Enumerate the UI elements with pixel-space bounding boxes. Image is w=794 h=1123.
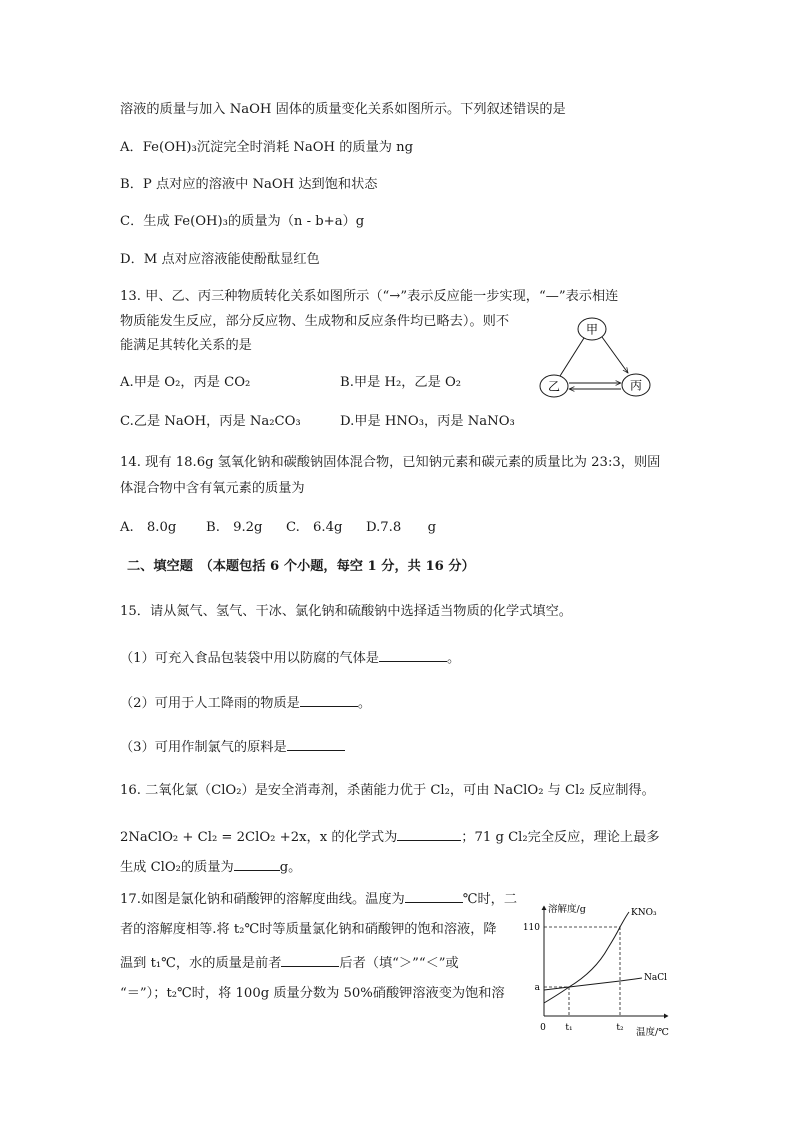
q15-part1-text: （1）可充入食品包装袋中用以防腐的气体是 (120, 651, 379, 666)
node-bing: 丙 (629, 378, 643, 393)
q17-line2: 者的溶解度相等.将 t₂℃时等质量氯化钠和硝酸钾的饱和溶液，降 (120, 922, 497, 937)
q17-line3 (120, 953, 459, 973)
y-tick-110: 110 (522, 923, 540, 933)
q15-blank-3[interactable] (287, 737, 345, 751)
q15-blank-2[interactable] (300, 693, 358, 707)
q14-option-d: D.7.8 g (366, 520, 437, 535)
q13-option-c: C.乙是 NaOH，丙是 Na₂CO₃ (120, 414, 301, 429)
q13-line2: 物质能发生反应，部分反应物、生成物和反应条件均已略去）。则不 (120, 314, 510, 329)
q14-option-c: C. 6.4g (286, 520, 343, 535)
q15-blank-1[interactable] (379, 648, 447, 662)
y-axis-label: 溶解度/g (548, 904, 586, 915)
q13-line1: 13. 甲、乙、丙三种物质转化关系如图所示（“→”表示反应能一步实现，“—”表示相连 (120, 289, 619, 304)
y-tick-a: a (534, 983, 540, 993)
q15-part2-end: 。 (357, 696, 372, 711)
q15-part3 (120, 737, 345, 757)
q16-line3-end: g。 (279, 860, 302, 875)
q17-line4: “＝”）；t₂℃时，将 100g 质量分数为 50%硝酸钾溶液变为饱和溶 (120, 986, 505, 1001)
q12-stem-tail: 溶液的质量与加入 NaOH 固体的质量变化关系如图所示。下列叙述错误的是 (120, 102, 566, 117)
q16-line3-text: 生成 ClO₂的质量为 (120, 860, 234, 875)
q17-line1 (120, 889, 517, 909)
q16-line3 (120, 857, 301, 877)
kno3-curve (544, 912, 629, 1003)
node-yi: 乙 (547, 379, 561, 394)
q15-stem: 15．请从氮气、氢气、干冰、氯化钠和硫酸钠中选择适当物质的化学式填空。 (120, 604, 572, 619)
x-tick-t1: t₁ (565, 1023, 573, 1033)
q12-option-a: A．Fe(OH)₃沉淀完全时消耗 NaOH 的质量为 ng (120, 140, 414, 155)
nacl-line (544, 978, 642, 990)
q15-part1-end: 。 (446, 651, 461, 666)
nacl-label: NaCl (644, 973, 668, 983)
kno3-label: KNO₃ (631, 908, 657, 918)
q16-equation: 2NaClO₂ + Cl₂ = 2ClO₂ +2x，x 的化学式为 (120, 830, 398, 845)
section-heading: 二、填空题 （本题包括 6 个小题，每空 1 分，共 16 分） (127, 559, 475, 574)
q16-blank-1[interactable] (397, 827, 461, 841)
q14-line2: 体混合物中含有氧元素的质量为 (120, 481, 305, 496)
q15-part2 (120, 693, 371, 713)
q12-option-b: B．P 点对应的溶液中 NaOH 达到饱和状态 (120, 177, 378, 192)
q15-part1 (120, 648, 460, 668)
x-axis-label: 温度/℃ (636, 1027, 669, 1038)
q12-option-d: D．M 点对应溶液能使酚酞显红色 (120, 252, 320, 267)
q14-line1: 14. 现有 18.6g 氢氧化钠和碳酸钠固体混合物，已知钠元素和碳元素的质量比为 23:3，则固 (120, 455, 661, 470)
q15-part3-text: （3）可用作制氯气的原料是 (120, 740, 287, 755)
q13-conversion-diagram (530, 312, 670, 406)
q16-line2 (120, 827, 660, 847)
edge-jia-bing (602, 337, 628, 373)
q17-line3-end: 后者（填“＞”“＜”或 (339, 956, 459, 971)
solubility-chart (520, 898, 680, 1040)
x-tick-0: 0 (540, 1023, 546, 1033)
q13-option-b: B.甲是 H₂，乙是 O₂ (340, 375, 462, 390)
q16-line2-tail: ；71 g Cl₂完全反应，理论上最多 (461, 830, 660, 845)
edge-jia-yi (560, 338, 584, 376)
q13-option-d: D.甲是 HNO₃，丙是 NaNO₃ (340, 414, 515, 429)
q15-part2-text: （2）可用于人工降雨的物质是 (120, 696, 300, 711)
q17-line3-text: 温到 t₁℃，水的质量是前者 (120, 956, 282, 971)
q16-blank-2[interactable] (234, 857, 280, 871)
q14-option-a: A. 8.0g (120, 520, 177, 535)
x-tick-t2: t₂ (616, 1023, 624, 1033)
q16-line1: 16. 二氧化氯（ClO₂）是安全消毒剂，杀菌能力优于 Cl₂，可由 NaClO₂ 与 Cl₂ 反应制得。 (120, 783, 655, 798)
q13-option-a: A.甲是 O₂，丙是 CO₂ (120, 375, 251, 390)
q12-option-c: C．生成 Fe(OH)₃的质量为（n - b+a）g (120, 214, 365, 229)
q17-blank-2[interactable] (281, 953, 339, 967)
q14-option-b: B. 9.2g (206, 520, 263, 535)
q17-line1-text: 17.如图是氯化钠和硝酸钾的溶解度曲线。温度为 (120, 892, 405, 907)
node-jia: 甲 (585, 322, 599, 337)
q13-line3: 能满足其转化关系的是 (120, 338, 252, 353)
q17-blank-1[interactable] (405, 889, 463, 903)
q17-line1-end: ℃时，二 (462, 892, 518, 907)
